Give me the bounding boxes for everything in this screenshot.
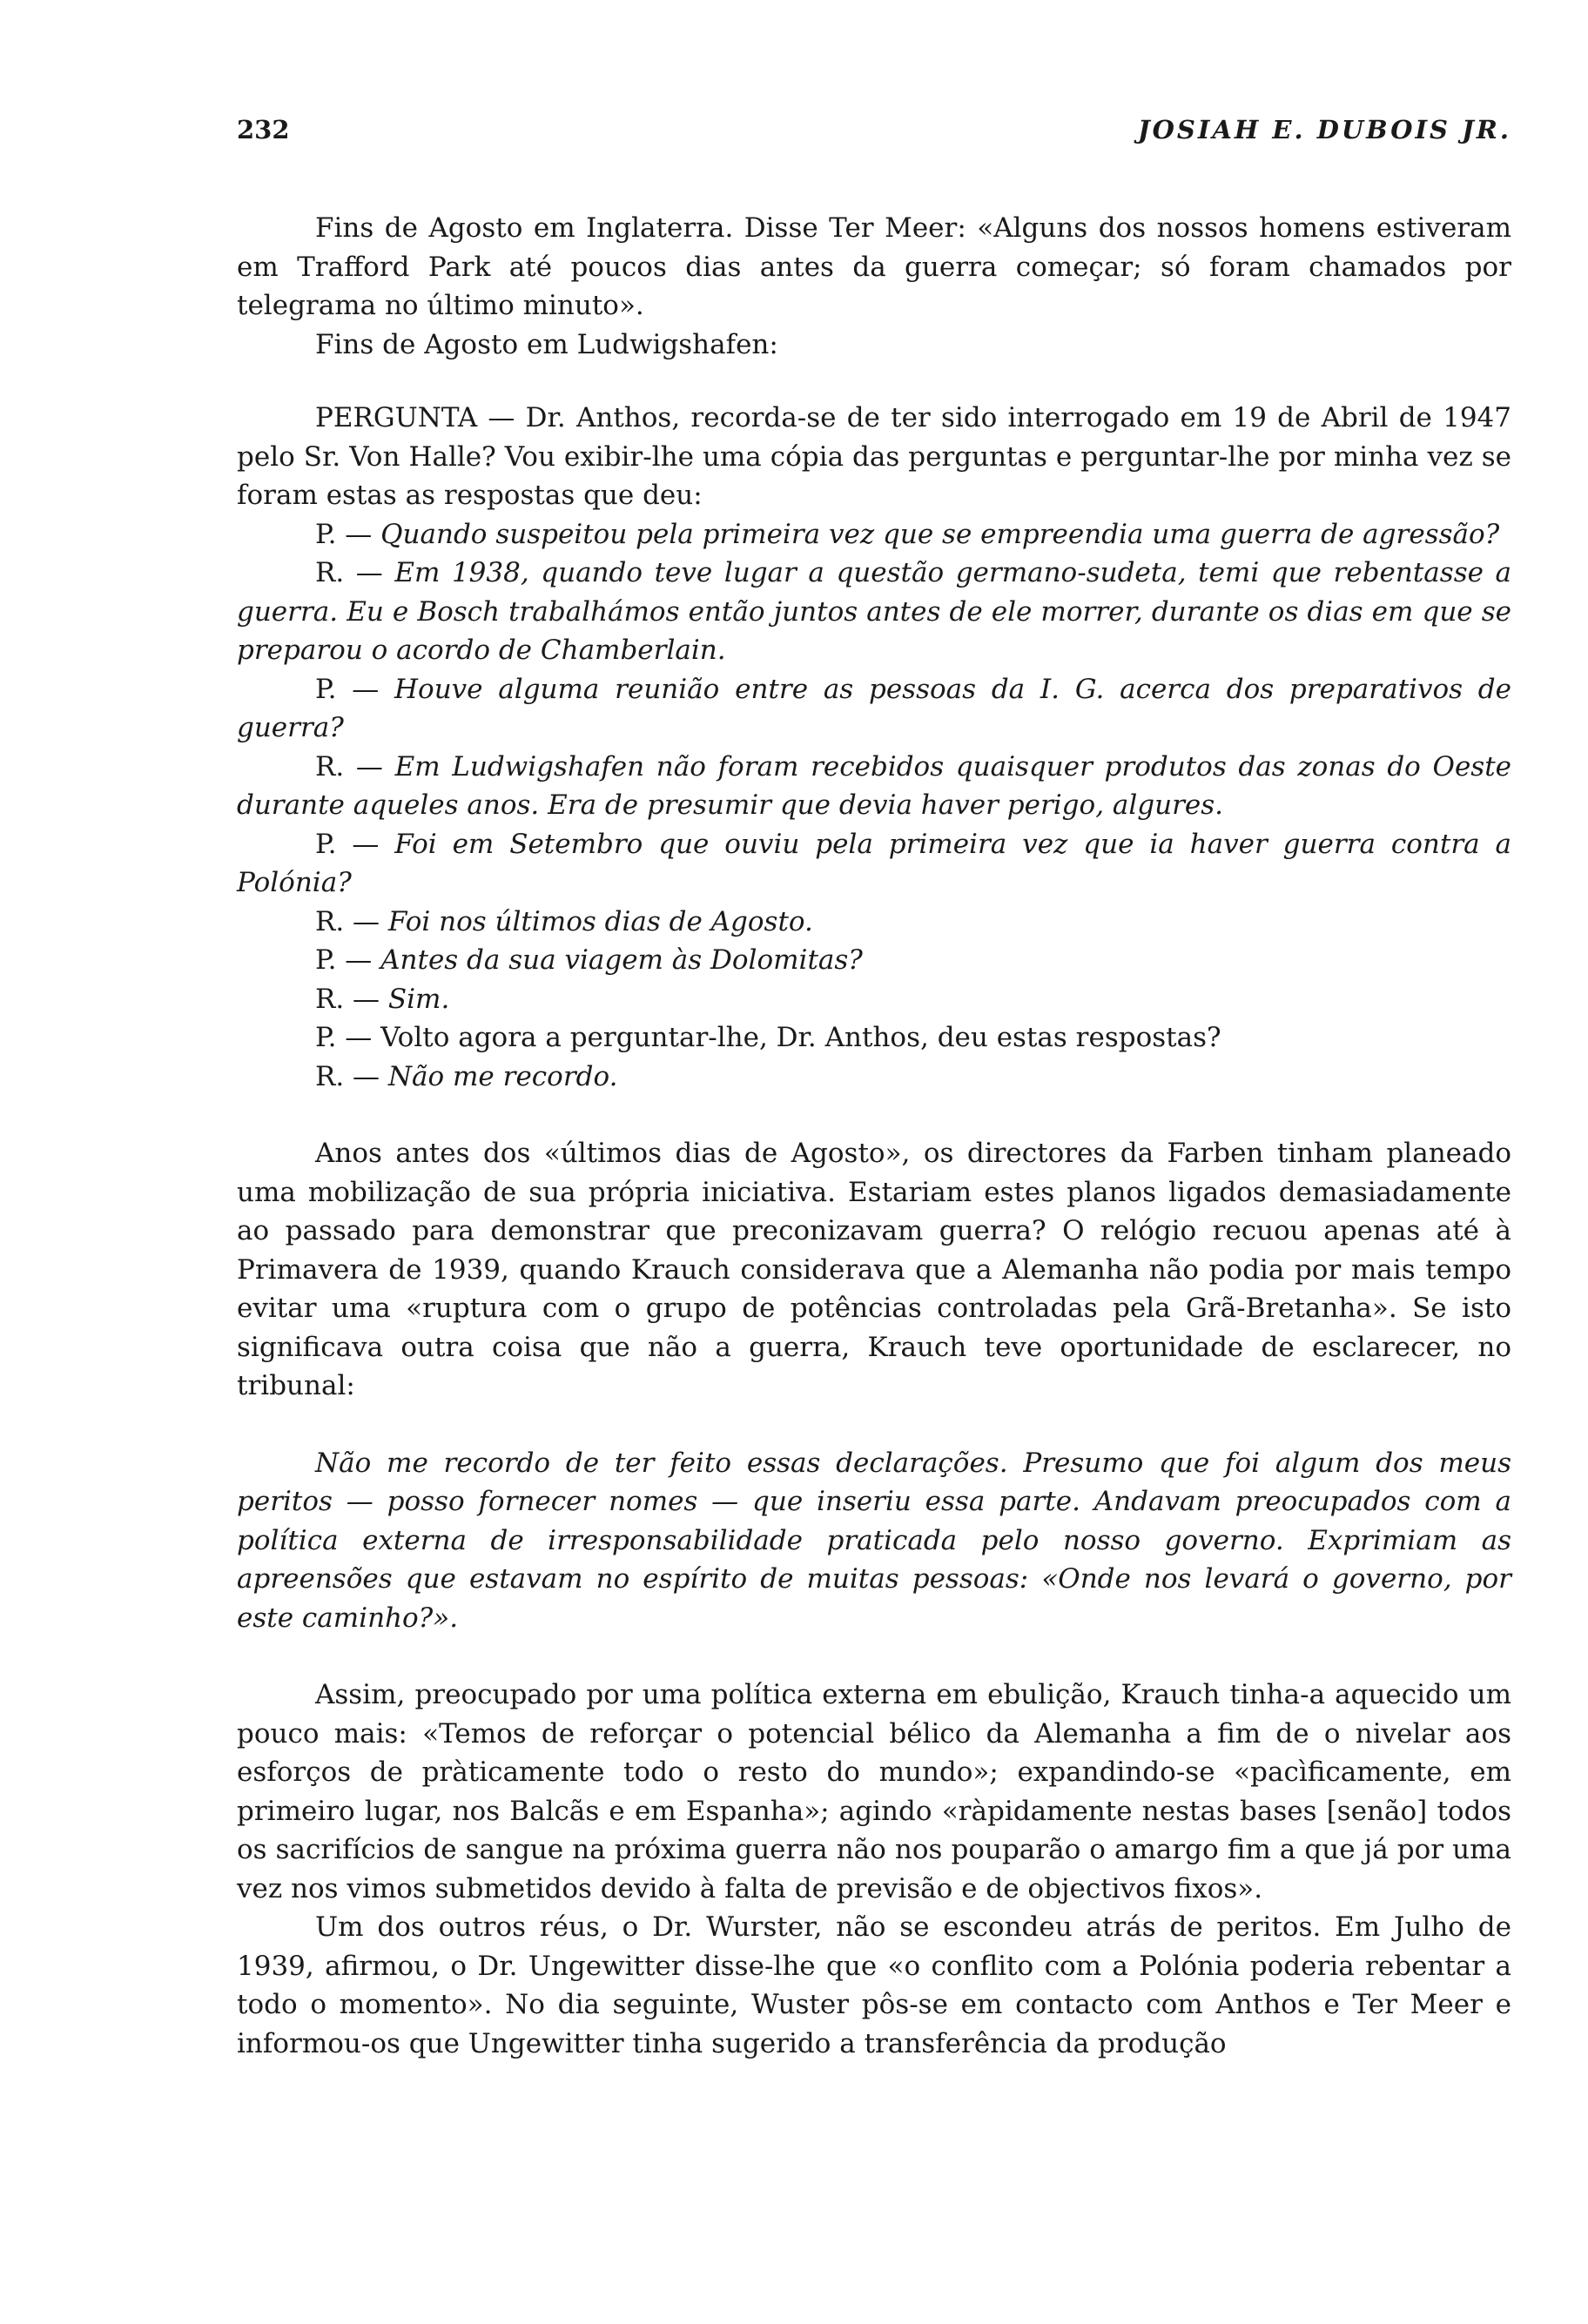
qa-item [237, 1018, 1511, 1058]
qa-text: Foi em Setembro que ouviu pela primeira vez que ia haver guerra contra a Polónia? [237, 828, 1512, 898]
qa-text: Em Ludwigshafen não foram recebidos quaisquer produtos das zonas do Oeste durante aqueles anos. Era de presumir que devia haver perigo, algures. [237, 750, 1511, 821]
qa-item [237, 554, 1511, 670]
qa-item [237, 748, 1511, 825]
paragraph: Anos antes dos «últimos dias de Agosto», os directores da Farben tinham planeado uma mobilização de sua própria iniciativa. Estariam estes planos ligados demasiadamente ao passado para demonstrar que preconizavam guerra? O relógio recuou apenas até à Primavera de 1939, quando Krauch considerava que a Alemanha não podia por mais tempo evitar uma «ruptura com o grupo de potências controladas pela Grã-Bretanha». Se isto significava outra coisa que não a guerra, Krauch teve oportunidade de esclarecer, no tribunal: [237, 1138, 1511, 1401]
qa-text: Quando suspeitou pela primeira vez que se empreendia uma guerra de agressão? [380, 518, 1500, 550]
qa-text: Volto agora a perguntar-lhe, Dr. Anthos, deu estas respostas? [380, 1022, 1221, 1053]
qa-item [237, 1058, 1511, 1097]
qa-text: Houve alguma reunião entre as pessoas da I. G. acerca dos preparativos de guerra? [237, 673, 1512, 743]
block-quote: Não me recordo de ter feito essas declarações. Presumo que foi algum dos meus peritos — posso fornecer nomes — que inseriu essa parte. Andavam preocupados com a política externa de irresponsabilidade praticada pelo nosso governo. Exprimiam as apreensões que estavam no espírito de muitas pessoas: «Onde nos levará o governo, por este caminho?». [237, 1447, 1511, 1634]
running-head: JOSIAH E. DUBOIS JR. [1137, 115, 1511, 144]
qa-prefix: R. — [315, 750, 395, 783]
qa-prefix: R. — [315, 557, 395, 588]
qa-prefix: R. — [315, 1060, 388, 1092]
qa-prefix: P. — [315, 518, 381, 550]
qa-prefix: R. — [315, 905, 388, 937]
paragraph: Fins de Agosto em Ludwigshafen: [315, 328, 778, 360]
qa-item [237, 980, 1511, 1019]
paragraph: Um dos outros réus, o Dr. Wurster, não se escondeu atrás de peritos. Em Julho de 1939, afirmou, o Dr. Ungewitter disse-lhe que «o conflito com a Polónia poderia rebentar a todo o momento». No dia seguinte, Wuster pôs-se em contacto com Anthos e Ter Meer e informou-os que Ungewitter tinha sugerido a transferência da produção [237, 1911, 1511, 2059]
qa-item [237, 515, 1511, 554]
qa-prefix: P. — [315, 828, 395, 860]
qa-item [237, 670, 1511, 748]
qa-text: Em 1938, quando teve lugar a questão germano-sudeta, temi que rebentasse a guerra. Eu e Bosch trabalhámos então juntos antes de ele morrer, durante os dias em que se preparou o acordo de Chamberlain. [237, 557, 1511, 666]
qa-text: Foi nos últimos dias de Agosto. [387, 905, 813, 937]
paragraph: Assim, preocupado por uma política externa em ebulição, Krauch tinha-a aquecido um pouco mais: «Temos de reforçar o potencial bélico da Alemanha a fim de o nivelar aos esforços de pràticamente todo o resto do mundo»; expandindo-se «pacìficamente, em primeiro lugar, nos Balcãs e em Espanha»; agindo «ràpidamente nestas bases [senão] todos os sacrifícios de sangue na próxima guerra não nos pouparão o amargo fim a que já por uma vez nos vimos submetidos devido à falta de previsão e de objectivos fixos». [237, 1679, 1511, 1904]
interrogation-list [237, 515, 1511, 1097]
qa-text: Não me recordo. [387, 1060, 618, 1092]
qa-item [237, 825, 1511, 903]
qa-prefix: R. — [315, 983, 388, 1015]
paragraph: PERGUNTA — Dr. Anthos, recorda-se de ter sido interrogado em 19 de Abril de 1947 pelo Sr. Von Halle? Vou exibir-lhe uma cópia das perguntas e perguntar-lhe por minha vez se foram estas as respostas que deu: [237, 402, 1511, 511]
qa-prefix: P. — [315, 944, 381, 976]
paragraph: Fins de Agosto em Inglaterra. Disse Ter Meer: «Alguns dos nossos homens estiveram em Trafford Park até poucos dias antes da guerra começar; só foram chamados por telegrama no último minuto». [237, 212, 1511, 321]
qa-prefix: P. — [315, 673, 394, 705]
page-header [237, 104, 1511, 157]
qa-prefix: P. — [315, 1022, 381, 1053]
qa-item [237, 903, 1511, 942]
document-page [237, 104, 1511, 2063]
page-body [237, 209, 1511, 2063]
qa-text: Antes da sua viagem às Dolomitas? [380, 944, 863, 976]
qa-text: Sim. [387, 983, 450, 1015]
page-number: 232 [237, 115, 290, 144]
qa-item [237, 941, 1511, 980]
